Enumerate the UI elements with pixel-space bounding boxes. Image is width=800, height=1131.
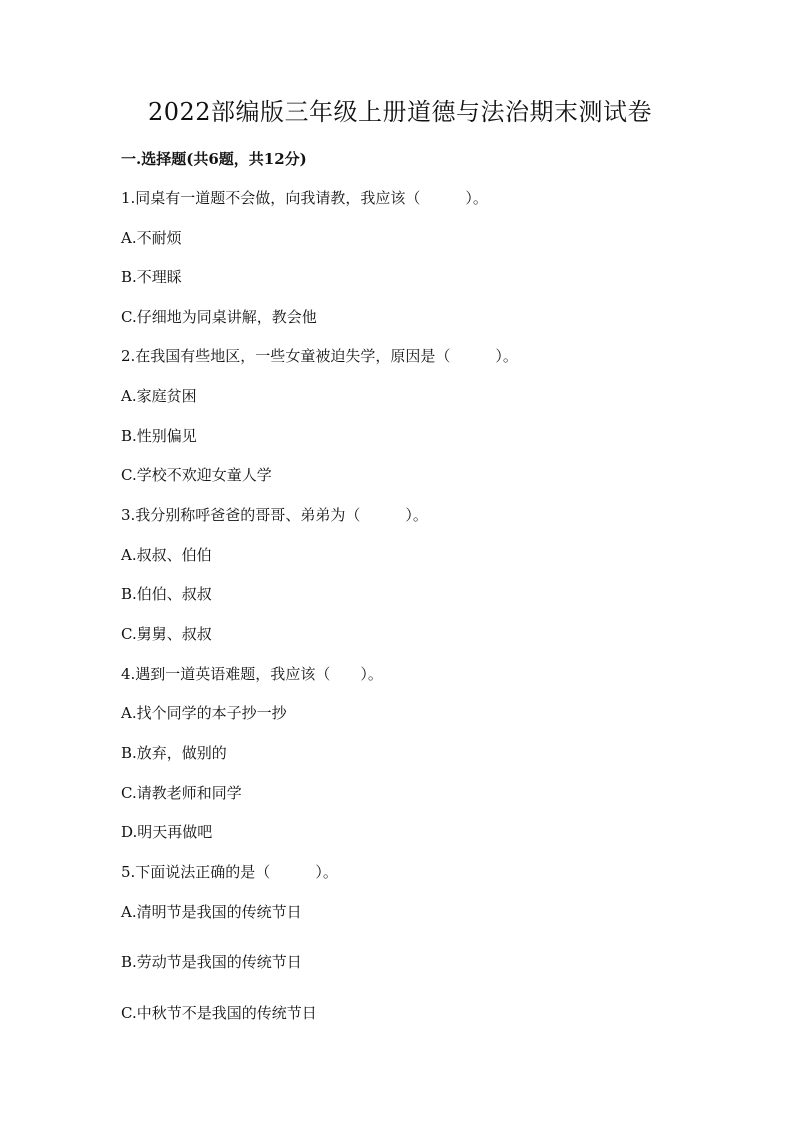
answer-option: A.清明节是我国的传统节日 — [121, 903, 302, 921]
answer-option: B.不理睬 — [121, 268, 182, 286]
answer-option: A.不耐烦 — [121, 229, 182, 247]
answer-option: B.性别偏见 — [121, 427, 197, 445]
answer-option: B.伯伯、叔叔 — [121, 585, 212, 603]
answer-option: A.找个同学的本子抄一抄 — [121, 704, 287, 722]
answer-option: A.叔叔、伯伯 — [121, 546, 212, 564]
answer-option: C.仔细地为同桌讲解，教会他 — [121, 308, 317, 326]
answer-option: A.家庭贫困 — [121, 387, 197, 405]
answer-option: B.劳动节是我国的传统节日 — [121, 953, 302, 971]
answer-option: C.中秋节不是我国的传统节日 — [121, 1004, 317, 1022]
section-heading: 一.选择题(共6题，共12分) — [121, 150, 307, 168]
answer-option: D.明天再做吧 — [121, 823, 213, 841]
answer-option: B.放弃，做别的 — [121, 744, 227, 762]
question-stem: 2.在我国有些地区，一些女童被迫失学，原因是（ ）。 — [121, 347, 518, 365]
answer-option: C.学校不欢迎女童人学 — [121, 466, 272, 484]
question-stem: 4.遇到一道英语难题，我应该（ ）。 — [121, 665, 383, 683]
question-stem: 3.我分别称呼爸爸的哥哥、弟弟为（ ）。 — [121, 506, 428, 524]
question-stem: 5.下面说法正确的是（ ）。 — [121, 863, 338, 881]
answer-option: C.舅舅、叔叔 — [121, 625, 212, 643]
page-title: 2022部编版三年级上册道德与法治期末测试卷 — [147, 98, 653, 126]
question-stem: 1.同桌有一道题不会做，向我请教，我应该（ ）。 — [121, 189, 488, 207]
answer-option: C.请教老师和同学 — [121, 784, 242, 802]
